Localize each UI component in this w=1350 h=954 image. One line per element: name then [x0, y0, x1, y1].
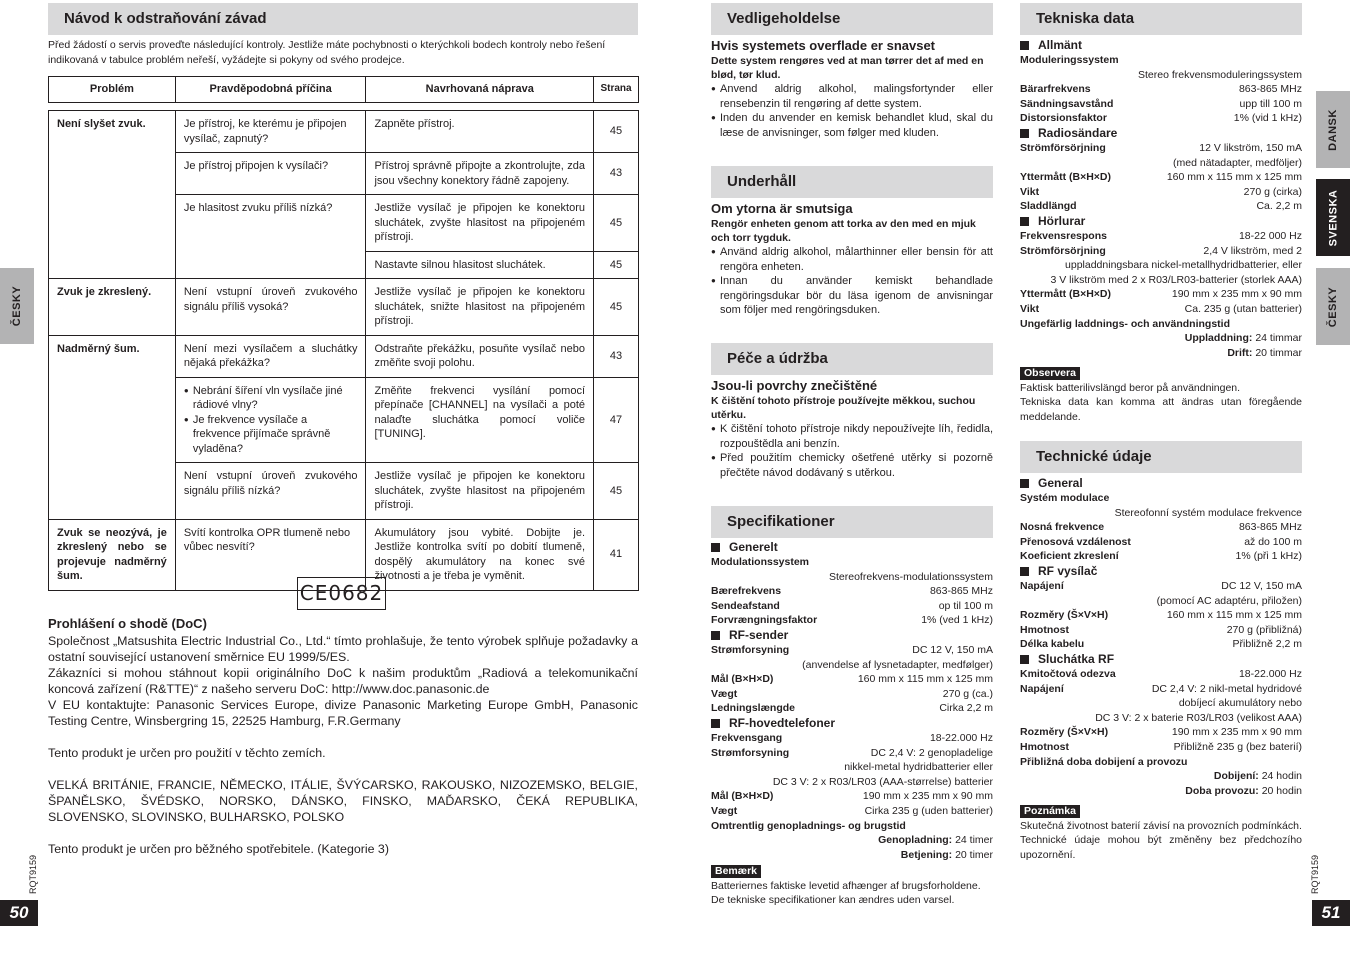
czech-specs [1020, 476, 1302, 863]
problem-cell: Zvuk je zkreslený. [49, 279, 176, 336]
problem-cell: Není slyšet zvuk. [49, 111, 176, 279]
list-item: ● Před použitím chemicky ošetřené utěrky si pozorně přečtěte návod dodávaný s utěrkou. [711, 451, 993, 480]
spec-row: Strømforsyning DC 12 V, 150 mA [711, 643, 993, 656]
header-cause: Pravděpodobná příčina [175, 77, 366, 103]
table-row [49, 111, 639, 153]
spec-row: Strömförsörjning 12 V likström, 150 mA [1020, 141, 1302, 154]
spec-row: Vægt Cirka 235 g (uden batterier) [711, 804, 993, 817]
cause-cell: Není vstupní úroveň zvukového signálu příliš vysoká? [175, 279, 366, 336]
swedish-maint-lead: Rengör enheten genom att torka av den med en mjuk och torr tygduk. [711, 218, 976, 244]
spec-value: Dobijení: 24 hodin [1213, 770, 1302, 783]
danish-specs [711, 540, 993, 908]
cause-cell: Není vstupní úroveň zvukového signálu příliš nízká? [175, 463, 366, 520]
spec-label: Přibližná doba dobijení a provozu [1020, 755, 1188, 768]
danish-maint-subtitle: Hvis systemets overflade er snavset [711, 38, 936, 53]
spec-row: Vikt Ca. 235 g (utan batterier) [1020, 302, 1302, 315]
note-tag: Observera [1020, 367, 1080, 380]
spec-row: Kmitočtová odezva 18-22.000 Hz [1020, 667, 1302, 680]
spec-row: Yttermått (B×H×D) 160 mm x 115 mm x 125 mm [1020, 171, 1302, 184]
cause-cell: Je přístroj, ke kterému je připojen vysílač, zapnutý? [175, 111, 366, 153]
spec-row: Hmotnost Přibližně 235 g (bez baterií) [1020, 740, 1302, 753]
spec-group-heading: Sluchátka RF [1020, 652, 1302, 667]
troubleshooting-table [48, 76, 639, 591]
page-cell: 47 [594, 377, 639, 463]
spec-group-heading: Allmänt [1020, 38, 1302, 53]
table-row [49, 335, 639, 377]
spec-group-heading: RF vysílač [1020, 564, 1302, 579]
spec-group-heading: General [1020, 476, 1302, 491]
spec-value: 3 V likström med 2 x R03/LR03-batterier (storlek AAA) [1050, 273, 1302, 286]
spec-row: Hmotnost 270 g (přibližná) [1020, 623, 1302, 636]
table-header-row [49, 77, 639, 103]
page-cell: 43 [594, 153, 639, 195]
vedligeholdelse-heading: Vedligeholdelse [711, 3, 993, 35]
spec-label: Ungefärlig laddnings- och användningstid [1020, 317, 1231, 330]
declaration-para-3: V EU kontaktujte: Panasonic Services Europe, divize Panasonic Marketing Europe GmbH, Panasonic Testing Centre, Winsbergring 15, 22525 Hamburg, F.R.Germany [48, 698, 638, 728]
list-item: ● K čištění tohoto přístroje nikdy nepoužívejte líh, ředidla, rozpouštědla ani benzín. [711, 422, 993, 451]
declaration-para-2: Zákazníci si mohou stáhnout kopii originálního DoC k našim produktům „Radiová a telekomunikační koncová zařízení (R&TTE)“ z našeho serveru DoC: http://www.doc.panasonic.de [48, 666, 638, 696]
cause-cell: Není mezi vysílačem a sluchátky nějaká překážka? [175, 335, 366, 377]
remedy-cell: Přístroj správně připojte a zkontrolujte, zda jsou všechny konektory řádně zapojeny. [366, 153, 594, 195]
list-item: ● Använd aldrig alkohol, målarthinner eller bensin för att rengöra enheten. [711, 245, 993, 274]
table-row [49, 279, 639, 336]
spec-row: Forvrængningsfaktor 1% (ved 1 kHz) [711, 614, 993, 627]
tab-cesky-left: ČESKY [0, 268, 34, 344]
spec-row: Rozměry (Š×V×H) 190 mm x 235 mm x 90 mm [1020, 726, 1302, 739]
consumer-category: Tento produkt je určen pro běžného spotřebitele. (Kategorie 3) [48, 842, 389, 856]
page-cell: 41 [594, 519, 639, 590]
remedy-cell: Akumulátory jsou vybité. Dobijte je. Jestliže kontrolka svítí po dobití tlumeně, dospělý akumulátory na konec své životnosti a je třeba je vyměnit. [366, 519, 594, 590]
spec-value: Stereofonní systém modulace frekvence [1114, 506, 1302, 519]
spec-row: Přenosová vzdálenost až do 100 m [1020, 535, 1302, 548]
spec-label: Moduleringssystem [1020, 54, 1119, 66]
note-text: Faktisk batterilivslängd beror på användningen. [1020, 381, 1241, 394]
spec-row: Rozměry (Š×V×H) 160 mm x 115 mm x 125 mm [1020, 609, 1302, 622]
troubleshooting-heading: Návod k odstraňování závad [48, 3, 638, 35]
cause-cell: Je hlasitost zvuku příliš nízká? [175, 195, 366, 279]
spec-row: Koeficient zkreslení 1% (při 1 kHz) [1020, 550, 1302, 563]
countries-intro: Tento produkt je určen pro použití v těchto zemích. [48, 746, 326, 760]
spec-row: Délka kabelu Přibližně 2,2 m [1020, 638, 1302, 651]
page-cell: 45 [594, 111, 639, 153]
declaration-section [48, 616, 638, 857]
specifikationer-heading: Specifikationer [711, 506, 993, 538]
list-item: ● Anvend aldrig alkohol, malingsfortynder eller rensebenzin til rengøring af dette system. [711, 82, 993, 111]
spec-value: Stereo frekvensmoduleringssystem [1138, 68, 1302, 81]
spec-row: Vikt 270 g (cirka) [1020, 185, 1302, 198]
cause-bullet-2: Je frekvence vysílače a frekvence přijímače správně vyladěna? [192, 413, 331, 455]
countries-list: VELKÁ BRITÁNIE, FRANCIE, NĚMECKO, ITÁLIE, ŠVÝCARSKO, RAKOUSKO, NIZOZEMSKO, BELGIE, ŠPANĚLSKO, ŠVÉDSKO, NORSKO, DÁNSKO, FINSKO, MAĎARSKO, ČEKÁ REPUBLIKA, SLOVENSKO, SLOVINSKO, BULHARSKO, POLSKO [48, 778, 638, 824]
spec-value: Betjening: 20 timer [900, 848, 993, 861]
remedy-cell: Odstraňte překážku, posuňte vysílač nebo změňte svoji polohu. [366, 335, 594, 377]
note-tag: Poznámka [1020, 805, 1080, 818]
czech-maint-subtitle: Jsou-li povrchy znečištěné [711, 378, 878, 393]
remedy-cell: Jestliže vysílač je připojen ke konektoru sluchátek, zvyšte hlasitost na připojeném přístroji. [366, 463, 594, 520]
page-cell: 45 [594, 195, 639, 252]
tekniska-data-heading: Tekniska data [1020, 3, 1302, 35]
remedy-cell: Jestliže vysílač je připojen ke konektoru sluchátek, zvyšte hlasitost na připojeném přístroji. [366, 195, 594, 252]
page-number-left: 50 [0, 900, 38, 926]
remedy-cell: Zapněte přístroj. [366, 111, 594, 153]
note-text: Skutečná životnost baterií závisí na provozních podmínkách. [1020, 819, 1302, 832]
underhall-heading: Underhåll [711, 166, 993, 198]
spec-value: (anvendelse af lysnetadapter, medfølger) [802, 658, 993, 671]
declaration-para-1: Společnost „Matsushita Electric Industrial Co., Ltd.“ tímto prohlašuje, že tento výrobek splňuje požadavky a ostatní související ustanovení směrnice EU 1999/5/ES. [48, 634, 638, 664]
cause-cell: Svítí kontrolka OPR tlumeně nebo vůbec nesvítí? [175, 519, 366, 590]
spec-group-heading: RF-hovedtelefoner [711, 716, 993, 731]
cause-cell: ● Nebrání šíření vln vysílače jiné rádiové vlny? ● Je frekvence vysílače a frekvence přijímače správně vyladěna? [175, 377, 366, 463]
tab-dansk: DANSK [1316, 91, 1350, 168]
spec-group-heading: Radiosändare [1020, 126, 1302, 141]
page-number-right: 51 [1312, 900, 1350, 926]
spec-value: Drift: 20 timmar [1227, 346, 1302, 359]
problem-cell: Zvuk se neozývá, je zkreslený nebo se projevuje nadměrný šum. [49, 519, 176, 590]
spec-row: Strømforsyning DC 2,4 V: 2 genopladelige [711, 746, 993, 759]
spec-row: Bærefrekvens 863-865 MHz [711, 585, 993, 598]
spec-label: Omtrentlig genopladnings- og brugstid [711, 819, 906, 832]
spec-row: Mål (B×H×D) 190 mm x 235 mm x 90 mm [711, 790, 993, 803]
spec-row: Sendeafstand op til 100 m [711, 599, 993, 612]
spec-value: Genopladning: 24 timer [878, 834, 993, 847]
tab-cesky-right: ČESKY [1316, 268, 1350, 345]
troubleshooting-intro: Před žádostí o servis proveďte následující kontroly. Jestliže máte pochybnosti o kterýchkoli bodech kontroly nebo řešení indikovaná v tabulce problém neřeší, vyžádejte si pokyny od svého prodejce. [48, 39, 606, 66]
spec-value: Doba provozu: 20 hodin [1185, 784, 1302, 797]
remedy-cell: Změňte frekvenci vysílání pomocí přepínače [CHANNEL] na vysílači a poté nalaďte sluchátka pomocí voliče [TUNING]. [366, 377, 594, 463]
spec-row: Mål (B×H×D) 160 mm x 115 mm x 125 mm [711, 673, 993, 686]
spec-row: Napájení DC 2,4 V: 2 nikl-metal hydridové [1020, 682, 1302, 695]
swedish-specs [1020, 38, 1302, 425]
spec-value: dobíjecí akumulátory nebo [1178, 697, 1302, 710]
spec-value: uppladdningsbara nickel-metallhydridbatterier, eller [1065, 259, 1302, 272]
swedish-maintenance [711, 201, 993, 318]
czech-maintenance [711, 378, 993, 480]
header-page: Strana [594, 77, 639, 103]
remedy-cell: Nastavte silnou hlasitost sluchátek. [366, 251, 594, 279]
spec-value: DC 3 V: 2 x baterie R03/LR03 (velikost AAA) [1095, 711, 1302, 724]
spec-row: Ledningslængde Cirka 2,2 m [711, 702, 993, 715]
model-code-left: RQT9159 [28, 854, 38, 894]
spec-group-heading: Hörlurar [1020, 214, 1302, 229]
list-item: ● Innan du använder kemiskt behandlade rengöringsdukar bör du läsa igenom de anvisningar som följer med rengöringsduken. [711, 274, 993, 318]
spec-group-heading: Generelt [711, 540, 993, 555]
list-item: ● Inden du anvender en kemisk behandlet klud, skal du læse de anvisninger, som følger med kluden. [711, 111, 993, 140]
spec-value: Stereofrekvens-modulationssystem [829, 570, 993, 583]
spec-row: Yttermått (B×H×D) 190 mm x 235 mm x 90 mm [1020, 288, 1302, 301]
tab-svenska: SVENSKA [1316, 179, 1350, 256]
spec-row: Sladdlängd Ca. 2,2 m [1020, 200, 1302, 213]
spec-row: Nosná frekvence 863-865 MHz [1020, 521, 1302, 534]
swedish-maint-subtitle: Om ytorna är smutsiga [711, 201, 853, 216]
model-code-right: RQT9159 [1310, 854, 1320, 894]
page-cell: 45 [594, 279, 639, 336]
spec-row: Distorsionsfaktor 1% (vid 1 kHz) [1020, 112, 1302, 125]
spec-value: (med nätadapter, medföljer) [1173, 156, 1302, 169]
header-problem: Problém [49, 77, 176, 103]
spec-value: (pomocí AC adaptéru, přiložen) [1156, 594, 1302, 607]
cause-cell: Je přístroj připojen k vysílači? [175, 153, 366, 195]
spec-group-heading: RF-sender [711, 628, 993, 643]
spec-row: Bärarfrekvens 863-865 MHz [1020, 83, 1302, 96]
remedy-cell: Jestliže vysílač je připojen ke konektoru sluchátek, snižte hlasitost na připojeném přístroji. [366, 279, 594, 336]
spec-label: Modulationssystem [711, 556, 810, 568]
czech-maint-lead: K čištění tohoto přístroje používejte měkkou, suchou utěrku. [711, 395, 976, 421]
ce-mark-logo: CE0682 [297, 577, 386, 610]
note-text: Technické údaje mohou být změněny bez předchozího upozornění. [1020, 834, 1302, 862]
spec-value: DC 3 V: 2 x R03/LR03 (AAA-størrelse) batterier [772, 775, 993, 788]
pece-heading: Péče a údržba [711, 343, 993, 375]
header-remedy: Navrhovaná náprava [366, 77, 594, 103]
page-cell: 43 [594, 335, 639, 377]
page-cell: 45 [594, 463, 639, 520]
spec-row: Frekvensgang 18-22.000 Hz [711, 731, 993, 744]
note-tag: Bemærk [711, 865, 761, 878]
danish-maint-lead: Dette system rengøres ved at man tørrer det af med en blød, tør klud. [711, 55, 984, 81]
danish-maintenance [711, 38, 993, 140]
page-cell: 45 [594, 251, 639, 279]
spec-value: nikkel-metal hydridbatterier eller [844, 761, 993, 774]
problem-cell: Nadměrný šum. [49, 335, 176, 519]
spec-label: Systém modulace [1020, 492, 1110, 504]
declaration-title: Prohlášení o shodě (DoC) [48, 616, 207, 631]
spec-row: Vægt 270 g (ca.) [711, 687, 993, 700]
spec-row: Frekvensrespons 18-22 000 Hz [1020, 229, 1302, 242]
note-text: Tekniska data kan komma att ändras utan föregående meddelande. [1020, 396, 1302, 424]
technicke-udaje-heading: Technické údaje [1020, 441, 1302, 473]
spec-row: Sändningsavstånd upp till 100 m [1020, 97, 1302, 110]
spec-row: Strömförsörjning 2,4 V likström, med 2 [1020, 244, 1302, 257]
note-text: De tekniske specifikationer kan ændres uden varsel. [711, 894, 955, 907]
spec-row: Napájení DC 12 V, 150 mA [1020, 579, 1302, 592]
note-text: Batteriernes faktiske levetid afhænger af brugsforholdene. [711, 879, 981, 892]
spec-value: Uppladdning: 24 timmar [1184, 332, 1302, 345]
cause-bullet-1: Nebrání šíření vln vysílače jiné rádiové vlny? [192, 384, 343, 411]
